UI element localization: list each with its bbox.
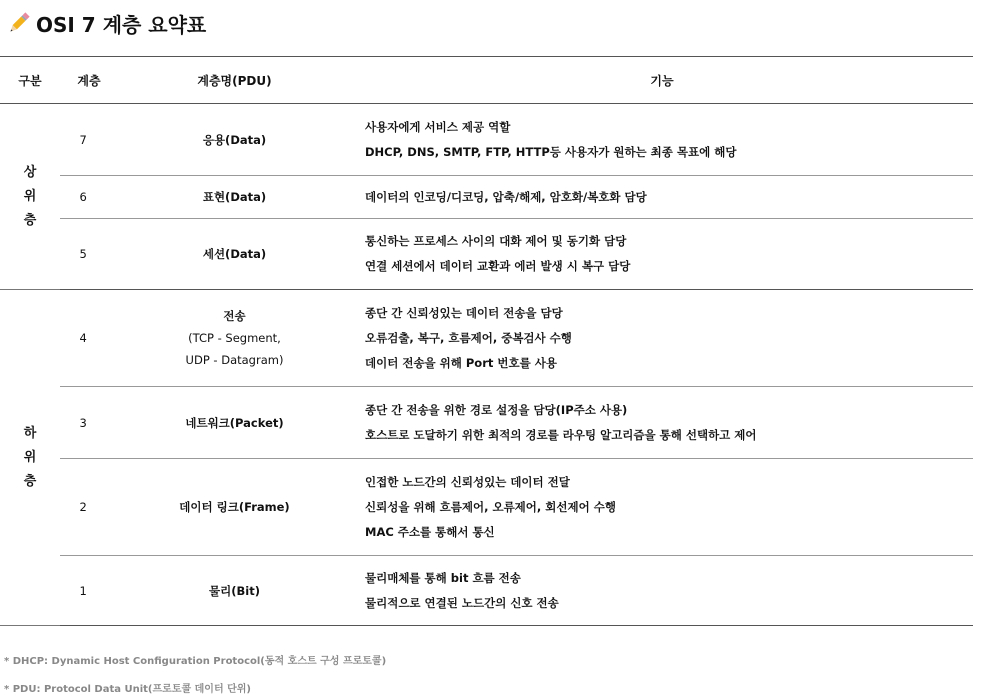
- group-label-line: 층: [23, 212, 37, 228]
- layer-name-line: 물리(Bit): [209, 583, 260, 598]
- table-row-layer-6: [0, 176, 973, 219]
- layer-function: [351, 556, 973, 626]
- layer-function: [351, 290, 973, 387]
- layer-name: [118, 290, 351, 387]
- layer-function: [351, 176, 973, 219]
- layer-name-line: 표현(Data): [202, 190, 267, 204]
- function-line: 물리적으로 연결된 노드간의 신호 전송: [365, 595, 559, 610]
- table-row-layer-2: [0, 459, 973, 556]
- layer-name: [118, 104, 351, 176]
- function-line: MAC 주소를 통해서 통신: [365, 524, 495, 539]
- function-line: 물리매체를 통해 bit 흐름 전송: [365, 570, 521, 585]
- footnote-pdu: * PDU: Protocol Data Unit(프로토콜 데이터 단위): [4, 684, 251, 695]
- layer-name: [118, 176, 351, 219]
- layer-name-line: 세션(Data): [202, 247, 267, 261]
- layer-number: 4: [60, 290, 118, 387]
- page-title: [6, 6, 206, 40]
- group-label-line: 위: [23, 449, 37, 465]
- layer-function: [351, 387, 973, 459]
- table-row-layer-4: [0, 290, 973, 387]
- table-header-row: [0, 57, 973, 104]
- group-lower-layers: [0, 290, 60, 626]
- group-label-line: 하: [23, 425, 37, 441]
- page-title-text: OSI 7 계층 요약표: [36, 12, 207, 37]
- layer-name-line: UDP - Datagram): [185, 353, 284, 367]
- layer-function: [351, 219, 973, 290]
- layer-name-line: 네트워크(Packet): [185, 415, 284, 430]
- layer-function: [351, 459, 973, 556]
- layer-number: 7: [60, 104, 118, 176]
- header-layer: 계층: [60, 57, 118, 104]
- layer-number: 5: [60, 219, 118, 290]
- table-row-layer-7: [0, 104, 973, 176]
- function-line: 데이터의 인코딩/디코딩, 압축/해제, 암호화/복호화 담당: [365, 189, 647, 204]
- function-line: DHCP, DNS, SMTP, FTP, HTTP등 사용자가 원하는 최종 목표에 해당: [365, 144, 737, 159]
- function-line: 데이터 전송을 위해 Port 번호를 사용: [365, 355, 557, 370]
- layer-number: 3: [60, 387, 118, 459]
- table-row-layer-1: [0, 556, 973, 626]
- layer-name-line: 데이터 링크(Frame): [179, 500, 290, 514]
- footnote-dhcp: * DHCP: Dynamic Host Configuration Protocol(동적 호스트 구성 프로토콜): [4, 656, 387, 667]
- group-label-line: 상: [23, 164, 37, 180]
- function-line: 종단 간 전송을 위한 경로 설정을 담당(IP주소 사용): [365, 402, 628, 417]
- group-upper-layers: [0, 104, 60, 290]
- layer-name-line: 전송: [223, 309, 246, 323]
- layer-name: [118, 556, 351, 626]
- layer-number: 6: [60, 176, 118, 219]
- function-line: 통신하는 프로세스 사이의 대화 제어 및 동기화 담당: [365, 234, 627, 248]
- layer-number: 1: [60, 556, 118, 626]
- function-line: 신뢰성을 위해 흐름제어, 오류제어, 회선제어 수행: [365, 499, 616, 514]
- header-group: 구분: [0, 57, 60, 104]
- layer-name: [118, 459, 351, 556]
- osi-table: [0, 56, 973, 626]
- layer-name: [118, 219, 351, 290]
- layer-name-line: (TCP - Segment,: [188, 331, 281, 345]
- function-line: 사용자에게 서비스 제공 역할: [365, 119, 511, 134]
- pencil-icon: [6, 10, 32, 36]
- table-row-layer-5: [0, 219, 973, 290]
- function-line: 오류검출, 복구, 흐름제어, 중복검사 수행: [365, 330, 572, 345]
- table-row-layer-3: [0, 387, 973, 459]
- function-line: 인접한 노드간의 신뢰성있는 데이터 전달: [365, 474, 570, 489]
- header-function: 기능: [351, 57, 973, 104]
- function-line: 연결 세션에서 데이터 교환과 에러 발생 시 복구 담당: [365, 259, 631, 273]
- osi-table-container: [0, 56, 973, 626]
- layer-function: [351, 104, 973, 176]
- function-line: 호스트로 도달하기 위한 최적의 경로를 라우팅 알고리즘을 통해 선택하고 제어: [365, 427, 757, 442]
- group-label-line: 위: [23, 188, 37, 204]
- layer-name-line: 응용(Data): [202, 132, 267, 147]
- header-name: 계층명(PDU): [118, 57, 351, 104]
- layer-name: [118, 387, 351, 459]
- function-line: 종단 간 신뢰성있는 데이터 전송을 담당: [365, 305, 563, 320]
- layer-number: 2: [60, 459, 118, 556]
- group-label-line: 층: [23, 473, 37, 489]
